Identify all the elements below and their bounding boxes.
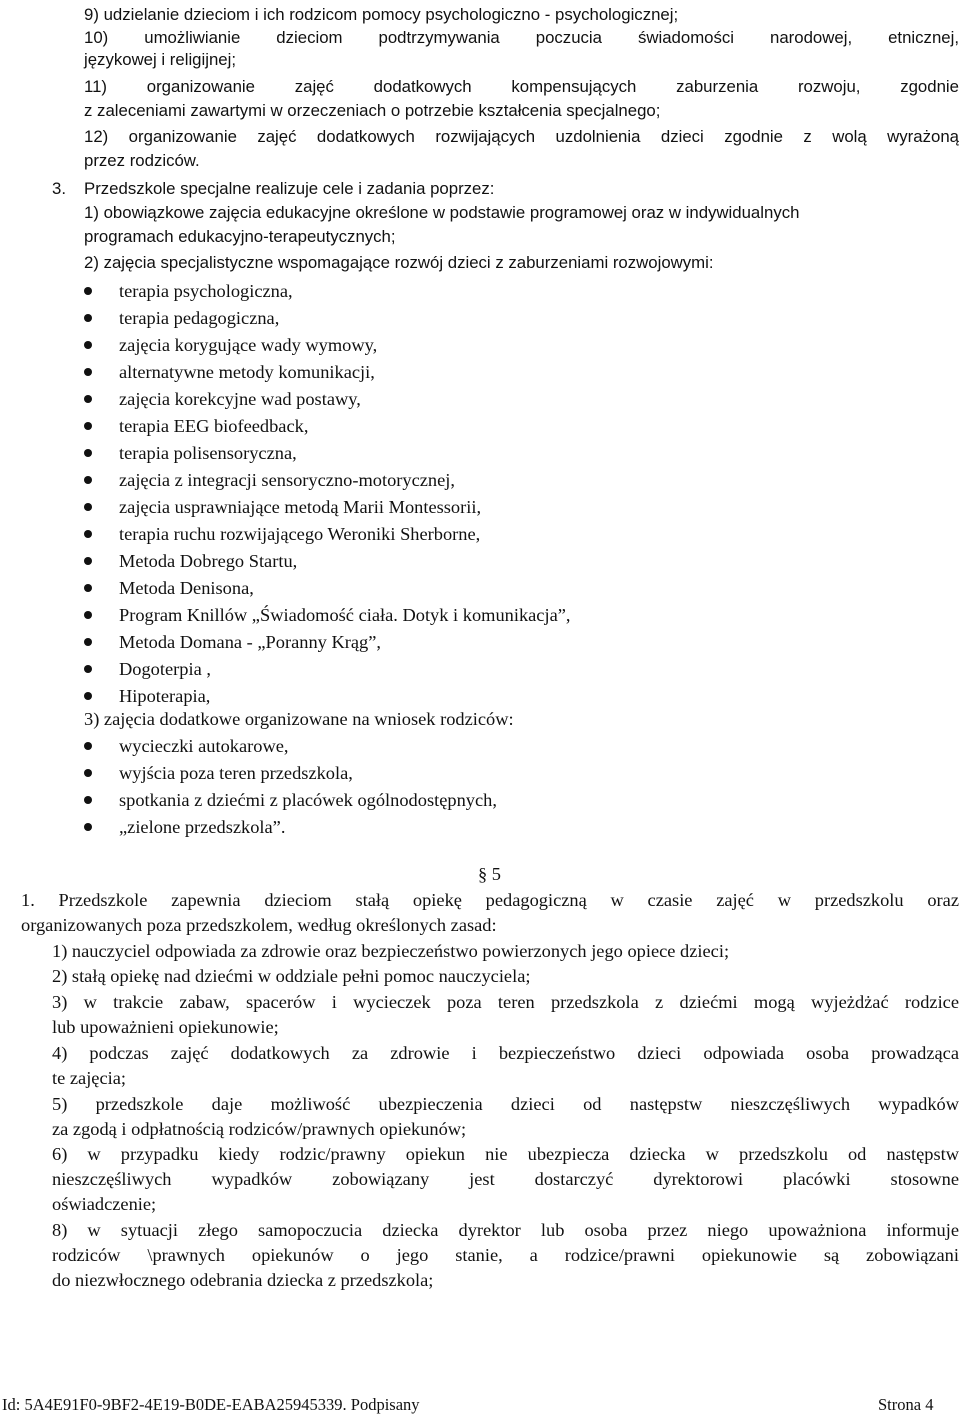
list-item: 12) organizowanie zajęć dodatkowych rozwijających uzdolnienia dzieci zgodnie z wolą wyrażoną <box>84 127 959 146</box>
rule-item-continuation: te zajęcia; <box>52 1068 127 1088</box>
rule-item: 8) w sytuacji złego samopoczucia dziecka dyrektor lub osoba przez niego upoważniona informuje <box>52 1220 959 1240</box>
bullet-icon <box>84 665 92 673</box>
section-heading: § 5 <box>478 864 501 884</box>
list-item-continuation: przez rodziców. <box>84 151 200 170</box>
list-item: 3) zajęcia dodatkowe organizowane na wniosek rodziców: <box>84 709 514 729</box>
rule-item-continuation: za zgodą i odpłatnością rodziców/prawnych opiekunów; <box>52 1119 467 1139</box>
rule-item: 3) w trakcie zabaw, spacerów i wycieczek poza teren przedszkola z dziećmi mogą wyjeżdżać rodzice <box>52 992 959 1012</box>
bullet-icon <box>84 557 92 565</box>
bullet-icon <box>84 368 92 376</box>
bullet-icon <box>84 584 92 592</box>
page-number: Strona 4 <box>878 1395 934 1414</box>
bullet-icon <box>84 769 92 777</box>
bullet-icon <box>84 422 92 430</box>
paragraph-line: 1. Przedszkole zapewnia dzieciom stałą opiekę pedagogiczną w czasie zajęć w przedszkolu oraz <box>21 890 959 910</box>
bullet-icon <box>84 503 92 511</box>
list-item: 2) zajęcia specjalistyczne wspomagające rozwój dzieci z zaburzeniami rozwojowymi: <box>84 253 714 272</box>
list-item-continuation: programach edukacyjno-terapeutycznych; <box>84 227 396 246</box>
section-sign-icon: § <box>478 864 492 884</box>
rule-item: 5) przedszkole daje możliwość ubezpieczenia dzieci od następstw nieszczęśliwych wypadków <box>52 1094 959 1114</box>
list-item: 9) udzielanie dzieciom i ich rodzicom pomocy psychologiczno - psychologicznej; <box>84 5 679 24</box>
bullet-icon <box>84 476 92 484</box>
rule-item: 4) podczas zajęć dodatkowych za zdrowie i bezpieczeństwo dzieci odpowiada osoba prowadząca <box>52 1043 959 1063</box>
bullet-icon <box>84 314 92 322</box>
paragraph-line: organizowanych poza przedszkolem, według określonych zasad: <box>21 915 497 935</box>
bullet-icon <box>84 796 92 804</box>
rule-item-continuation: oświadczenie; <box>52 1194 157 1214</box>
document-page: 9) udzielanie dzieciom i ich rodzicom pomocy psychologiczno - psychologicznej; 10) umożliwianie dzieciom podtrzymywania poczucia świadomości narodowej, etnicznej, językowej i religijnej; 11) organizowanie zajęć dodatkowych kompensujących zaburzenia rozwoju, zgodnie z zaleceniami zawartymi w orzeczeniach o potrzebie kształcenia specjalnego; 12) organizowanie zajęć dodatkowych rozwijających uzdolnienia dzieci zgodnie z wolą wyrażoną przez rodziców. 3. Przedszkole specjalne realizuje cele i zadania poprzez: 1) obowiązkowe zajęcia edukacyjne określone w podstawie programowej oraz w indywidualnych programach edukacyjno-terapeutycznych; 2) zajęcia specjalistyczne wspomagające rozwój dzieci z zaburzeniami rozwojowymi: terapia psychologiczna, terapia pedagogiczna, zajęcia korygujące wady wymowy, alternatywne metody komunikacji, zajęcia korekcyjne wad postawy, terapia EEG biofeedback, terapia polisensoryczna, zajęcia z integracji sensoryczno-motorycznej, zajęcia usprawniające metodą Marii Montessorii, terapia ruchu rozwijającego Weroniki Sherborne, Metoda Dobrego Startu, Metoda Denisona, Program Knillów „Świadomość ciała. Dotyk i komunikacja”, Metoda Domana - „Poranny Krąg”, Dogoterpia , Hipoterapia, 3) zajęcia dodatkowe organizowane na wniosek rodziców: wycieczki autokarowe, wyjścia poza teren przedszkola, spotkania z dziećmi z placówek ogólnodostępnych, „zielone przedszkola”. § 5 1. Przedszkole zapewnia dzieciom stałą opiekę pedagogiczną w czasie zajęć w przedszkolu oraz organizowanych poza przedszkolem, według określonych zasad: 1) nauczyciel odpowiada za zdrowie oraz bezpieczeństwo powierzonych jego opiece dzieci; 2) stałą opiekę nad dziećmi w oddziale pełni pomoc nauczyciela; 3) w trakcie zabaw, spacerów i wycieczek poza teren przedszkola z dziećmi mogą wyjeżdżać rodzice lub upoważnieni opiekunowie; 4) podczas zajęć dodatkowych za zdrowie i bezpieczeństwo dzieci odpowiada osoba prowadząca te zajęcia; 5) przedszkole daje możliwość ubezpieczenia dzieci od następstw nieszczęśliwych wypadków za zgodą i odpłatnością rodziców/prawnych opiekunów; 6) w przypadku kiedy rodzic/prawny opiekun nie ubezpiecza dziecka w przedszkolu od następstw nieszczęśliwych wypadków zobowiązany jest dostarczyć dyrektorowi placówki stosowne oświadczenie; 8) w sytuacji złego samopoczucia dziecka dyrektor lub osoba przez niego upoważniona informuje rodziców \prawnych opiekunów o jego stanie, a rodzice/prawni opiekunowie są zobowiązani do niezwłocznego odebrania dziecka z przedszkola; Id: 5A4E91F0-9BF2-4E19-B0DE-EABA25945339. Podpisany Strona 4 <box>2 5 959 1414</box>
rule-item: 2) stałą opiekę nad dziećmi w oddziale pełni pomoc nauczyciela; <box>52 966 531 986</box>
list-item: 1) obowiązkowe zajęcia edukacyjne określone w podstawie programowej oraz w indywidualnych <box>84 203 800 222</box>
list-item: 10) umożliwianie dzieciom podtrzymywania poczucia świadomości narodowej, etnicznej, <box>84 28 959 47</box>
list-item-continuation: z zaleceniami zawartymi w orzeczeniach o potrzebie kształcenia specjalnego; <box>84 101 661 120</box>
section-number: 3. <box>52 179 66 198</box>
rule-item-continuation: do niezwłocznego odebrania dziecka z przedszkola; <box>52 1270 434 1290</box>
bullet-icon <box>84 395 92 403</box>
list-item: 11) organizowanie zajęć dodatkowych kompensujących zaburzenia rozwoju, zgodnie <box>84 77 959 96</box>
bullet-icon <box>84 341 92 349</box>
bullet-icon <box>84 449 92 457</box>
section-intro: Przedszkole specjalne realizuje cele i zadania poprzez: <box>84 179 495 198</box>
document-id: Id: 5A4E91F0-9BF2-4E19-B0DE-EABA25945339. Podpisany <box>2 1395 420 1414</box>
list-item-continuation: językowej i religijnej; <box>84 50 237 69</box>
bullet-icon <box>84 611 92 619</box>
rule-item-continuation: lub upoważnieni opiekunowie; <box>52 1017 279 1037</box>
bullet-icon <box>84 692 92 700</box>
rule-item: 1) nauczyciel odpowiada za zdrowie oraz bezpieczeństwo powierzonych jego opiece dzieci; <box>52 941 730 961</box>
bullet-icon <box>84 638 92 646</box>
bullet-icon <box>84 530 92 538</box>
rule-item-continuation: rodziców \prawnych opiekunów o jego stanie, a rodzice/prawni opiekunowie są zobowiązani <box>52 1245 959 1265</box>
bullet-icon <box>84 287 92 295</box>
bullet-icon <box>84 742 92 750</box>
rule-item: 6) w przypadku kiedy rodzic/prawny opiekun nie ubezpiecza dziecka w przedszkolu od następstw <box>52 1144 959 1164</box>
bullet-icon <box>84 823 92 831</box>
rule-item-continuation: nieszczęśliwych wypadków zobowiązany jest dostarczyć dyrektorowi placówki stosowne <box>52 1169 959 1189</box>
